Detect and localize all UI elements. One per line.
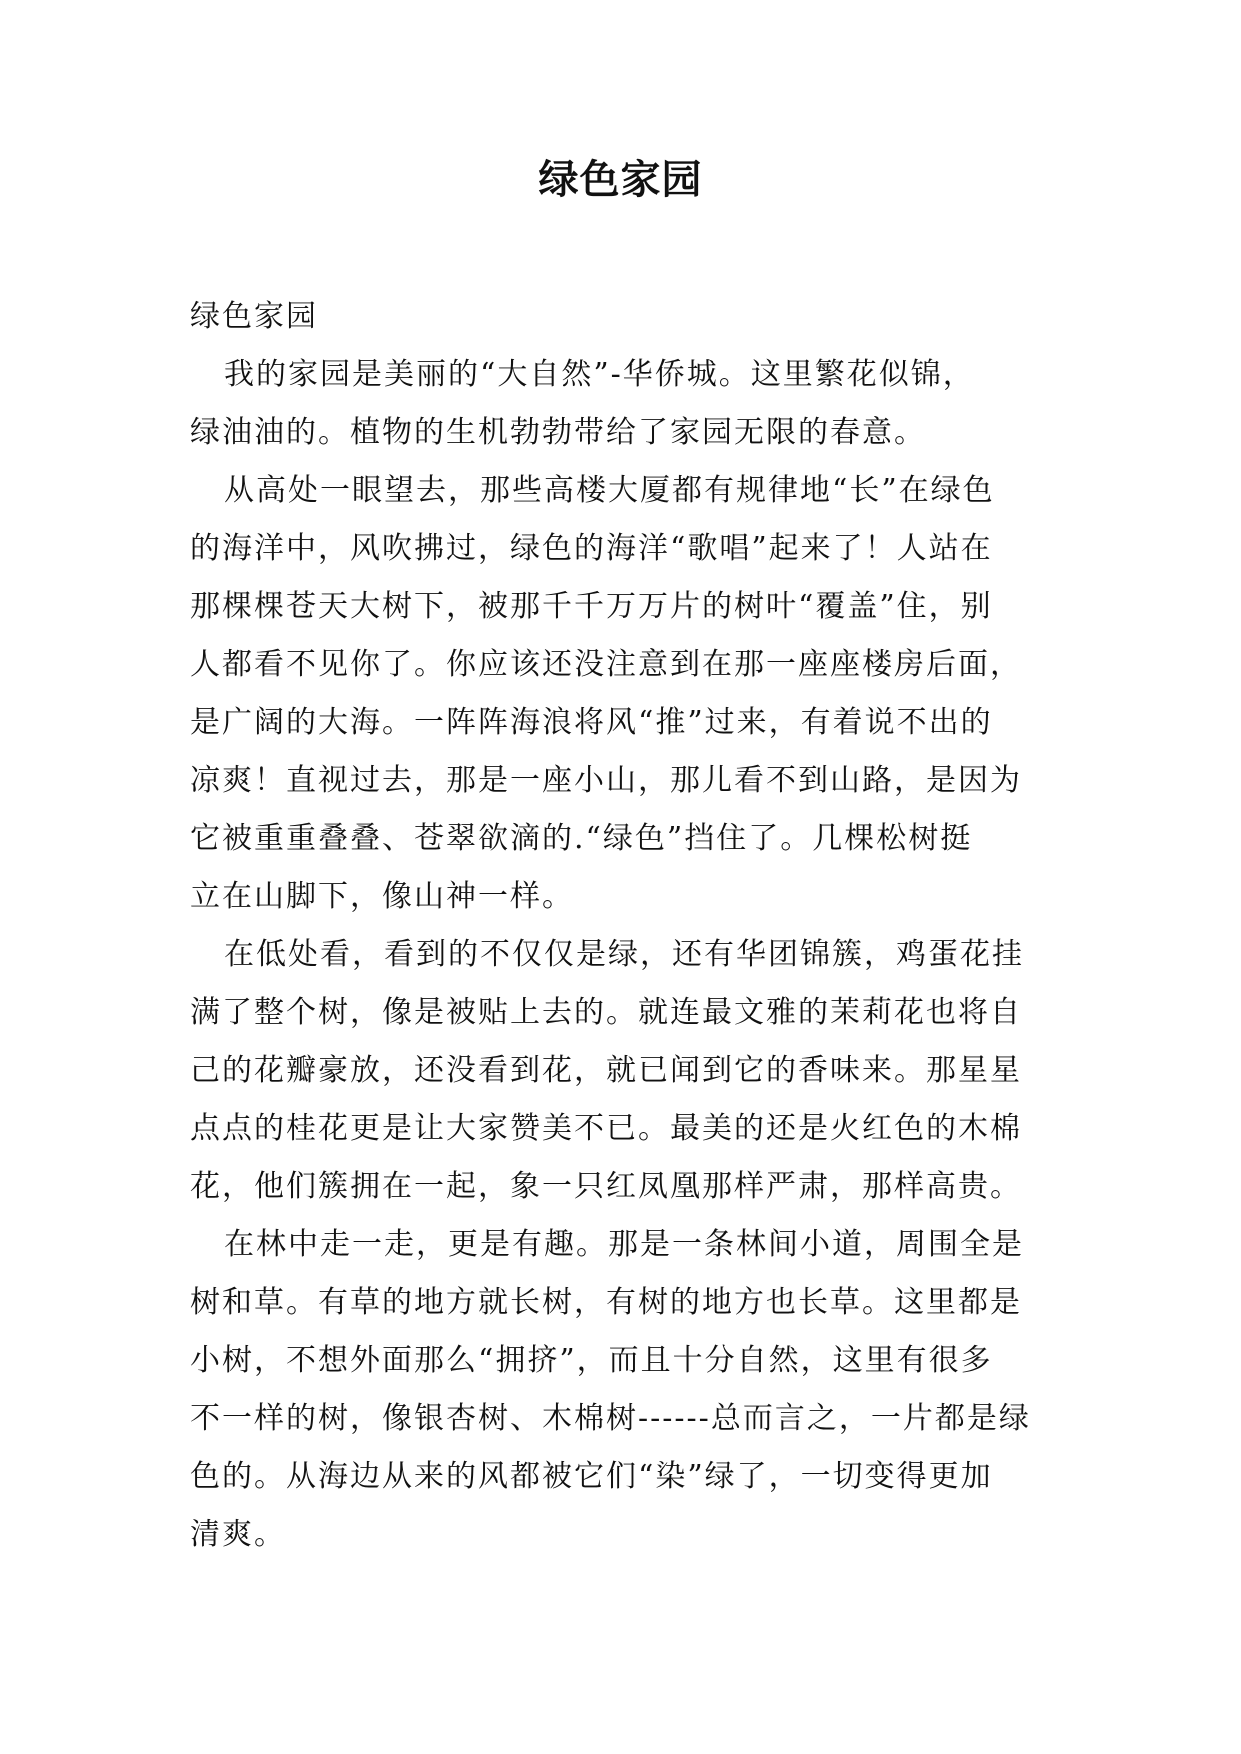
text-line — [190, 1332, 1070, 1390]
text-line-content: 它被重重叠叠、苍翠欲滴的.“绿色”挡住了。几棵松树挺 — [190, 821, 973, 856]
text-line-content: 绿油油的。植物的生机勃勃带给了家园无限的春意。 — [190, 415, 926, 450]
text-line — [190, 926, 1070, 984]
text-line-content: 人都看不见你了。你应该还没注意到在那一座座楼房后面， — [190, 647, 1022, 682]
text-line — [190, 1216, 1070, 1274]
text-line — [190, 1274, 1070, 1332]
document-body — [190, 288, 1070, 1564]
text-line — [190, 1100, 1070, 1158]
text-line — [190, 462, 1070, 520]
text-line-content: 满了整个树，像是被贴上去的。就连最文雅的茉莉花也将自 — [190, 995, 1022, 1030]
text-line — [190, 868, 1070, 926]
text-line — [190, 636, 1070, 694]
text-line — [190, 752, 1070, 810]
text-line-content: 清爽。 — [190, 1517, 286, 1552]
text-line — [190, 984, 1070, 1042]
text-line-content: 小树，不想外面那么“拥挤”，而且十分自然，这里有很多 — [190, 1343, 993, 1378]
document-title: 绿色家园 — [538, 157, 703, 203]
text-line-content: 树和草。有草的地方就长树，有树的地方也长草。这里都是 — [190, 1285, 1022, 1320]
text-line — [190, 810, 1070, 868]
text-line — [190, 1158, 1070, 1216]
text-line — [190, 288, 1070, 346]
text-line-content: 在低处看，看到的不仅仅是绿，还有华团锦簇，鸡蛋花挂 — [224, 937, 1024, 972]
text-line-content: 那棵棵苍天大树下，被那千千万万片的树叶“覆盖”住，别 — [190, 589, 993, 624]
text-line-content: 己的花瓣豪放，还没看到花，就已闻到它的香味来。那星星 — [190, 1053, 1022, 1088]
text-line — [190, 1506, 1070, 1564]
text-line — [190, 346, 1070, 404]
text-line — [190, 1390, 1070, 1448]
text-line-content: 我的家园是美丽的“大自然”-华侨城。这里繁花似锦， — [224, 357, 975, 392]
text-line — [190, 578, 1070, 636]
text-line-content: 点点的桂花更是让大家赞美不已。最美的还是火红色的木棉 — [190, 1111, 1022, 1146]
text-line-content: 是广阔的大海。一阵阵海浪将风“推”过来，有着说不出的 — [190, 705, 993, 740]
text-line-content: 立在山脚下，像山神一样。 — [190, 879, 574, 914]
text-line-content: 的海洋中，风吹拂过，绿色的海洋“歌唱”起来了！人站在 — [190, 531, 993, 566]
text-line — [190, 1042, 1070, 1100]
text-line-content: 不一样的树，像银杏树、木棉树------总而言之，一片都是绿 — [190, 1401, 1031, 1436]
text-line — [190, 1448, 1070, 1506]
text-line — [190, 404, 1070, 462]
text-line-content: 凉爽！直视过去，那是一座小山，那儿看不到山路，是因为 — [190, 763, 1022, 798]
text-line-content: 从高处一眼望去，那些高楼大厦都有规律地“长”在绿色 — [224, 473, 995, 508]
text-line — [190, 520, 1070, 578]
text-line-content: 在林中走一走，更是有趣。那是一条林间小道，周围全是 — [224, 1227, 1024, 1262]
text-line — [190, 694, 1070, 752]
text-line-content: 色的。从海边从来的风都被它们“染”绿了，一切变得更加 — [190, 1459, 993, 1494]
text-line-content: 绿色家园 — [190, 299, 318, 334]
text-line-content: 花，他们簇拥在一起，象一只红凤凰那样严肃，那样高贵。 — [190, 1169, 1022, 1204]
